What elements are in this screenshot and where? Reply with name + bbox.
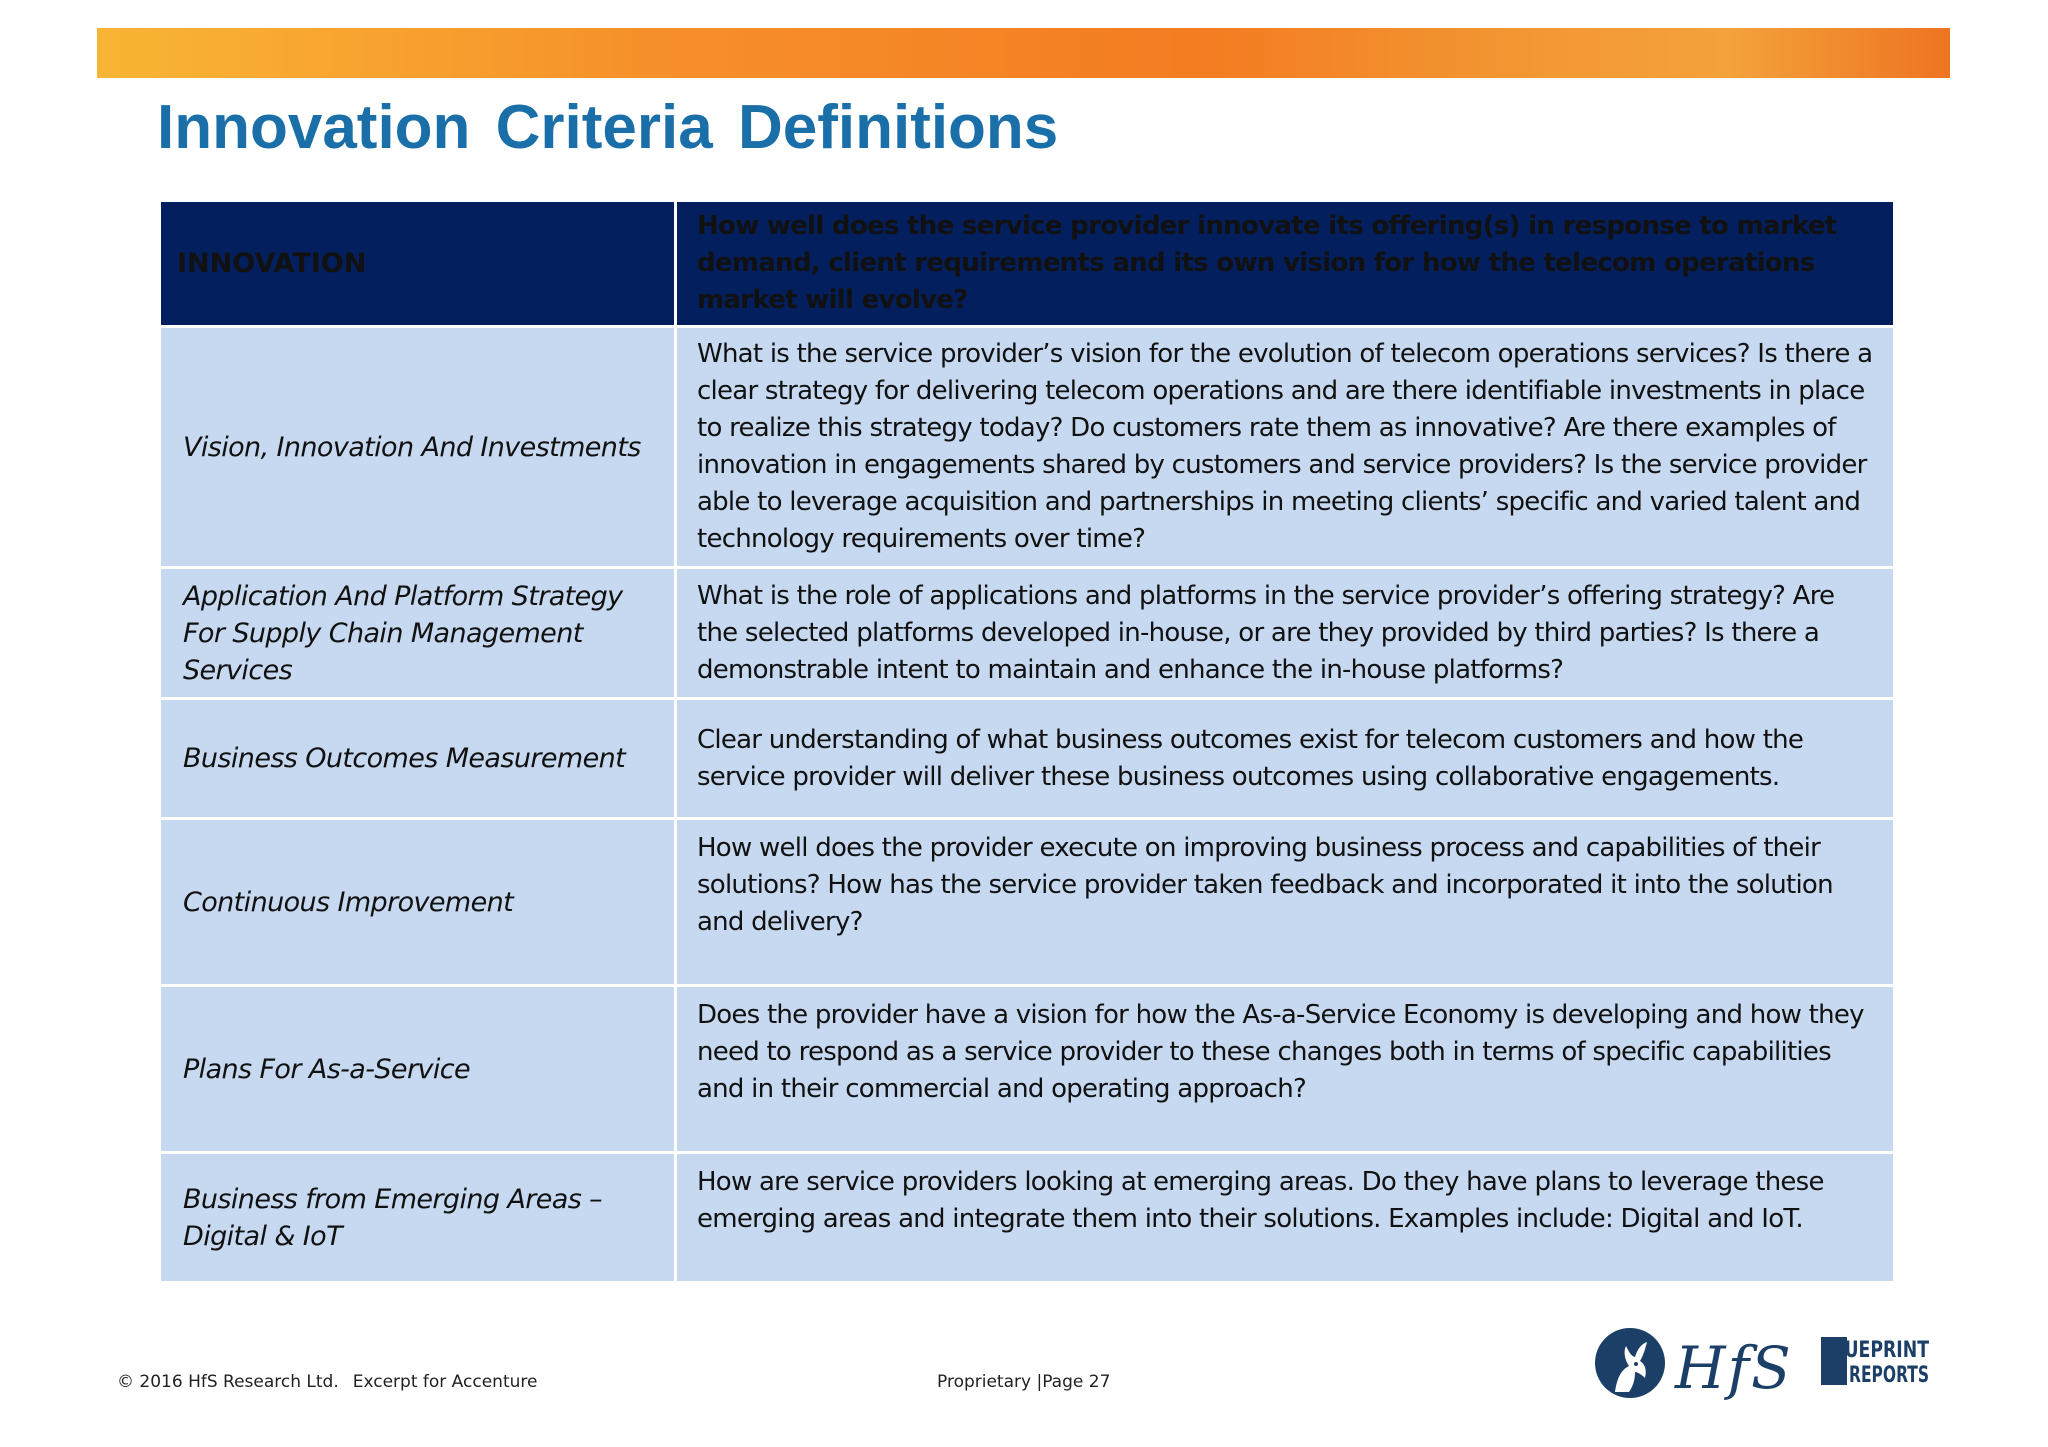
criterion-definition: What is the service provider’s vision for the evolution of telecom operations services? Is there a clear strategy for delivering telecom operations and are there identifiable investments in place to realize this strategy today? Do customers rate them as innovative? Are there examples of innovation in engagements shared by customers and service providers? Is the service provider able to leverage acquisition and partnerships in meeting clients’ specific and varied talent and technology requirements over time?: [676, 327, 1895, 568]
criterion-label: Continuous Improvement: [160, 819, 676, 986]
footer-copyright-line: [117, 1372, 537, 1392]
criterion-label: Vision, Innovation And Investments: [160, 327, 676, 568]
excerpt-text: Excerpt for Accenture: [352, 1372, 538, 1392]
top-gradient-bar: [97, 28, 1950, 78]
criterion-label: Application And Platform Strategy For Supply Chain Management Services: [160, 568, 676, 699]
criterion-definition: Does the provider have a vision for how the As-a-Service Economy is developing and how they need to respond as a service provider to these changes both in terms of specific capabilities and in their commercial and operating approach?: [676, 986, 1895, 1153]
table-header-row: [160, 201, 1895, 327]
header-description: How well does the service provider innovate its offering(s) in response to market demand, client requirements and its own vision for how the telecom operations market will evolve?: [676, 201, 1895, 327]
hfs-blueprint-logo: [1593, 1326, 1931, 1401]
table-row: [160, 819, 1895, 986]
copyright-text: © 2016 HfS Research Ltd.: [117, 1372, 339, 1392]
footer-page-info: Proprietary |Page 27: [937, 1372, 1111, 1392]
criterion-definition: How are service providers looking at emerging areas. Do they have plans to leverage these emerging areas and integrate them into their solutions. Examples include: Digital and IoT.: [676, 1153, 1895, 1283]
table-row: [160, 568, 1895, 699]
criteria-table: [158, 199, 1896, 1284]
criterion-definition: What is the role of applications and platforms in the service provider’s offering strategy? Are the selected platforms developed in-house, or are they provided by third parties? Is there a demonstrable intent to maintain and enhance the in-house platforms?: [676, 568, 1895, 699]
criterion-label: Business Outcomes Measurement: [160, 699, 676, 819]
logo-brand-text: HfS: [1675, 1334, 1793, 1402]
criterion-definition: Clear understanding of what business outcomes exist for telecom customers and how the service provider will deliver these business outcomes using collaborative engagements.: [676, 699, 1895, 819]
page-title: Innovation Criteria Definitions: [157, 93, 1059, 162]
table-row: [160, 327, 1895, 568]
stag-head-icon: [1595, 1328, 1665, 1398]
logo-line2: REPORTS: [1849, 1363, 1929, 1388]
criterion-label: Business from Emerging Areas – Digital & IoT: [160, 1153, 676, 1283]
criterion-label: Plans For As-a-Service: [160, 986, 676, 1153]
criterion-definition: How well does the provider execute on improving business process and capabilities of their solutions? How has the service provider taken feedback and incorporated it into the solution and delivery?: [676, 819, 1895, 986]
logo-line1: BLUEPRINT: [1821, 1338, 1930, 1363]
table-row: [160, 1153, 1895, 1283]
header-label: INNOVATION: [160, 201, 676, 327]
table-row: [160, 699, 1895, 819]
table-row: [160, 986, 1895, 1153]
